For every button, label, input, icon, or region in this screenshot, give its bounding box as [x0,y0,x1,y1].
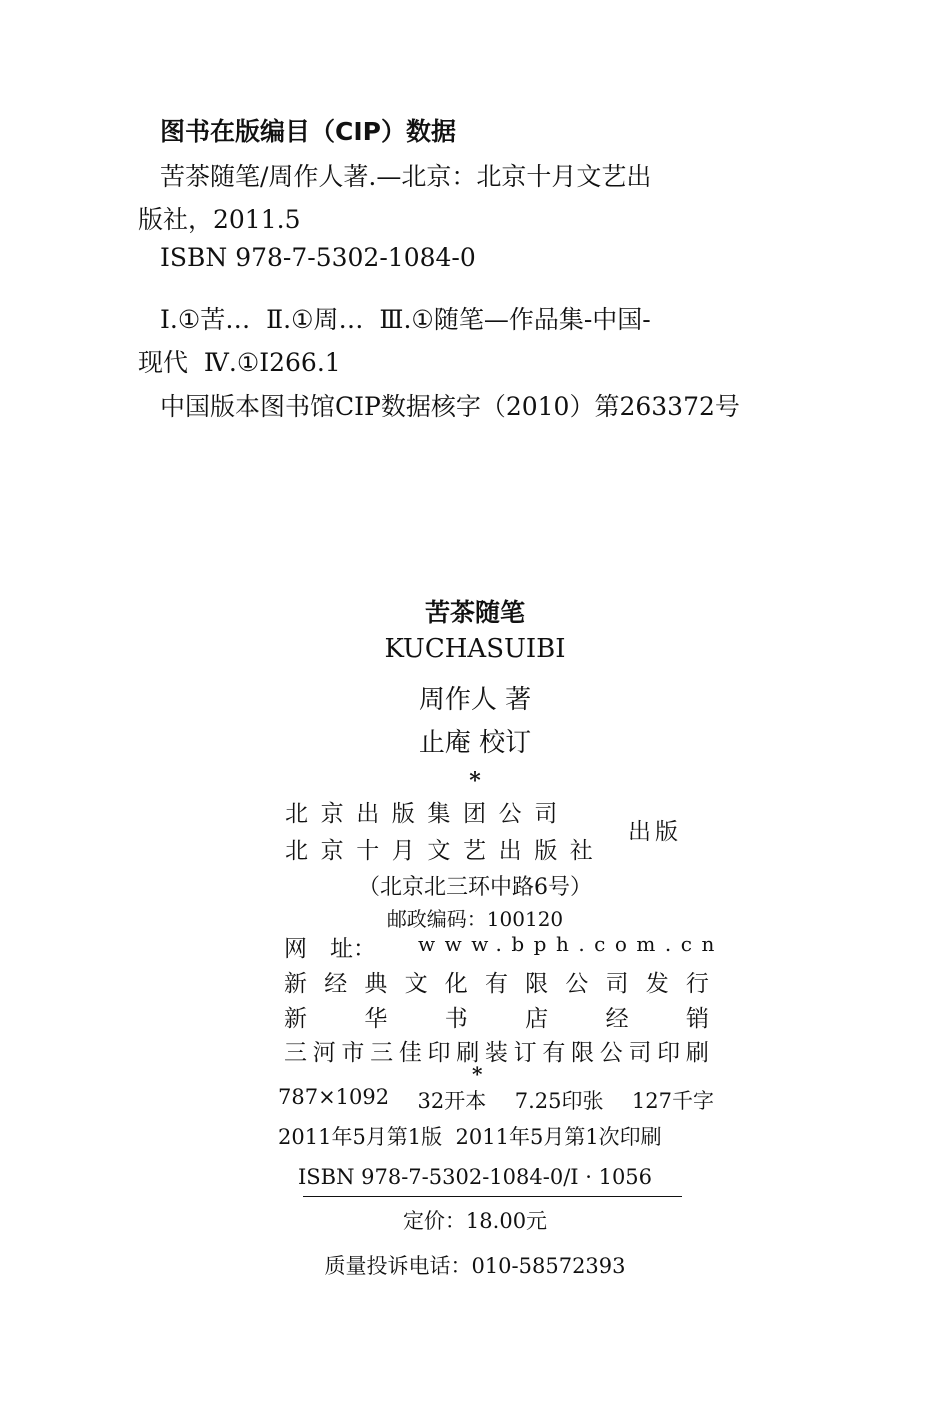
printer-char: 有 [542,1040,566,1066]
distributor-char: 新 [284,971,307,997]
printer-char: 订 [513,1040,537,1066]
printer-char: 公 [599,1040,623,1066]
print-specs [278,1085,714,1115]
cip-isbn: ISBN 978-7-5302-1084-0 [160,243,476,272]
seller-char: 新 [284,1006,307,1032]
distributor-char: 文 [404,971,428,997]
edition-info: 2011年5月第1版 2011年5月第1次印刷 [278,1125,662,1149]
seller-char: 销 [685,1006,709,1032]
book-title-pinyin: KUCHASUIBI [384,634,566,664]
printer-char: 市 [341,1040,365,1066]
distributor-line [284,965,709,998]
seller-char: 华 [364,1006,388,1032]
printer-char: 印 [657,1040,681,1066]
distributor-char: 经 [324,971,348,997]
spec-size: 32开本 [417,1089,487,1113]
seller-char: 书 [444,1006,468,1032]
cip-classification-line2: 现代 Ⅳ.①I266.1 [138,348,341,377]
spec-sheets: 7.25印张 [514,1089,604,1113]
publisher-names [285,796,605,870]
printer-char: 刷 [685,1040,709,1066]
publisher-group: 北京出版集团公司 [285,801,570,827]
seller-char: 店 [525,1006,549,1032]
publish-label: 出版 [628,819,682,845]
cip-title-line: 苦茶随笔/周作人著.—北京：北京十月文艺出 [160,162,652,191]
separator-star: * [469,768,481,794]
spec-words: 127千字 [631,1089,714,1113]
cip-record-number: 中国版本图书馆CIP数据核字（2010）第263372号 [160,392,740,421]
printer-char: 佳 [398,1040,422,1066]
cip-publisher-line: 版社，2011.5 [138,205,301,234]
printer-char: 司 [628,1040,652,1066]
seller-line [284,1000,709,1033]
distributor-char: 司 [605,971,629,997]
printer-char: 三 [284,1040,307,1066]
printer-char: 三 [370,1040,394,1066]
book-title-chinese: 苦茶随笔 [424,598,525,627]
printer-char: 河 [312,1040,336,1066]
printer-char: 限 [571,1040,595,1066]
distributor-char: 行 [685,971,709,997]
separator-star-2: * [472,1062,483,1086]
complaint-phone: 质量投诉电话：010-58572393 [324,1254,626,1278]
full-isbn: ISBN 978-7-5302-1084-0/I · 1056 [297,1165,653,1189]
distributor-char: 公 [565,971,589,997]
spec-format: 787×1092 [278,1085,390,1109]
printer-char: 装 [484,1040,508,1066]
website-url: www.bph.com.cn [418,932,724,956]
printer-char: 刷 [456,1040,480,1066]
distributor-char: 典 [364,971,388,997]
distributor-char: 有 [484,971,508,997]
distributor-char: 限 [525,971,549,997]
cip-classification-line1: Ⅰ.①苦… Ⅱ.①周… Ⅲ.①随笔—作品集-中国- [160,305,651,334]
distributor-char: 化 [444,971,468,997]
printer-char: 印 [427,1040,451,1066]
price: 定价：18.00元 [402,1209,548,1233]
isbn-divider [303,1196,682,1197]
seller-char: 经 [605,1006,629,1032]
publisher-house: 北京十月文艺出版社 [285,838,606,864]
postcode: 邮政编码：100120 [386,907,564,931]
author-credit: 周作人 著 [418,685,532,715]
website-label: 网 址： [284,936,376,962]
cip-heading: 图书在版编目（CIP）数据 [160,117,456,146]
distributor-char: 发 [645,971,669,997]
printer-line [284,1034,709,1067]
publisher-address: （北京北三环中路6号） [358,875,592,900]
editor-credit: 止庵 校订 [418,728,532,758]
